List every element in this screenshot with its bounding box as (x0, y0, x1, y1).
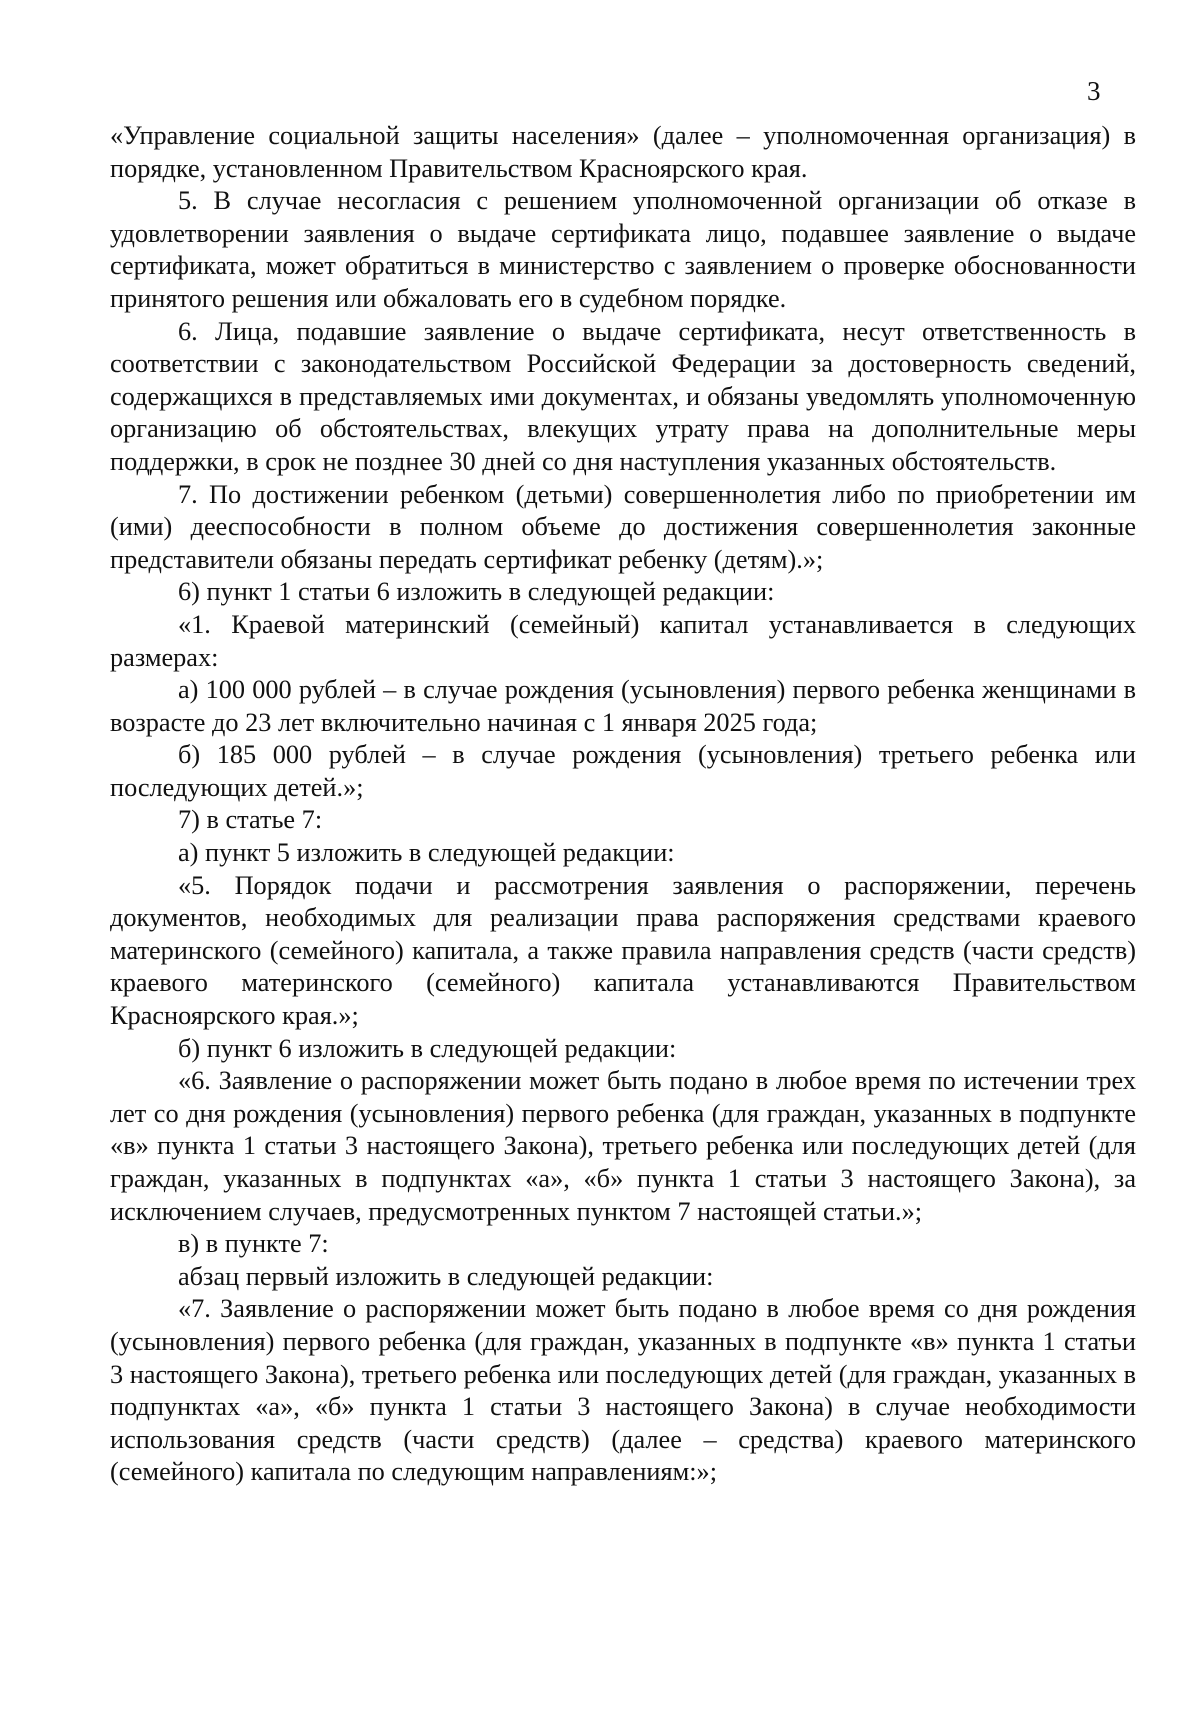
paragraph-subitem-a: а) 100 000 рублей – в случае рождения (усыновления) первого ребенка женщинами в возрасте до 23 лет включительно начиная с 1 января 2025 года; (110, 675, 1136, 737)
paragraph-item-6: 6. Лица, подавшие заявление о выдаче сертификата, несут ответственность в соответствии с законодательством Российской Федерации за достоверность сведений, содержащихся в представляемых ими документах, и обязаны уведомлять уполномоченную организацию об обстоятельствах, влекущих утрату права на дополнительные меры поддержки, в срок не позднее 30 дней со дня наступления указанных обстоятельств. (110, 316, 1136, 476)
paragraph-quoted-item-6: «6. Заявление о распоряжении может быть подано в любое время по истечении трех лет со дня рождения (усыновления) первого ребенка (для граждан, указанных в подпункте «в» пункта 1 статьи 3 настоящего Закона), третьего ребенка или последующих детей (для граждан, указанных в подпунктах «а», «б» пункта 1 статьи 3 настоящего Закона), за исключением случаев, предусмотренных пунктом 7 настоящей статьи.»; (110, 1066, 1136, 1226)
paragraph-amendment-6: 6) пункт 1 статьи 6 изложить в следующей редакции: (178, 577, 775, 607)
paragraph-amendment-7v: в) в пункте 7: (178, 1229, 329, 1259)
paragraph-amendment-7b: б) пункт 6 изложить в следующей редакции: (178, 1033, 677, 1063)
paragraph-item-7: 7. По достижении ребенком (детьми) совершеннолетия либо по приобретении им (ими) дееспособности в полном объеме до достижения совершеннолетия законные представители обязаны передать сертификат ребенку (детям).»; (110, 479, 1136, 574)
document-body (110, 120, 1136, 1489)
paragraph-amendment-7: 7) в статье 7: (178, 805, 323, 835)
paragraph-quoted-item-7: «7. Заявление о распоряжении может быть подано в любое время со дня рождения (усыновления) первого ребенка (для граждан, указанных в подпункте «в» пункта 1 статьи 3 настоящего Закона), третьего ребенка или последующих детей (для граждан, указанных в подпунктах «а», «б» пункта 1 статьи 3 настоящего Закона) в случае необходимости использования средств (части средств) (далее – средства) краевого материнского (семейного) капитала по следующим направлениям:»; (110, 1294, 1136, 1487)
paragraph-quoted-item-5: «5. Порядок подачи и рассмотрения заявления о распоряжении, перечень документов, необходимых для реализации права распоряжения средствами краевого материнского (семейного) капитала, а также правила направления средств (части средств) краевого материнского (семейного) капитала устанавливаются Правительством Красноярского края.»; (110, 870, 1136, 1031)
paragraph-continuation: «Управление социальной защиты населения» (далее – уполномоченная организация) в порядке, установленном Правительством Красноярского края. (110, 121, 1136, 183)
paragraph-first-clause: абзац первый изложить в следующей редакции: (178, 1261, 714, 1291)
paragraph-subitem-b: б) 185 000 рублей – в случае рождения (усыновления) третьего ребенка или последующих детей.»; (110, 740, 1136, 802)
paragraph-quoted-item-1: «1. Краевой материнский (семейный) капитал устанавливается в следующих размерах: (110, 609, 1136, 672)
page-number: 3 (1087, 76, 1101, 106)
paragraph-amendment-7a: а) пункт 5 изложить в следующей редакции: (178, 838, 675, 868)
paragraph-item-5: 5. В случае несогласия с решением уполномоченной организации об отказе в удовлетворении заявления о выдаче сертификата лицо, подавшее заявление о выдаче сертификата, может обратиться в министерство с заявлением о проверке обоснованности принятого решения или обжаловать его в судебном порядке. (110, 186, 1136, 313)
